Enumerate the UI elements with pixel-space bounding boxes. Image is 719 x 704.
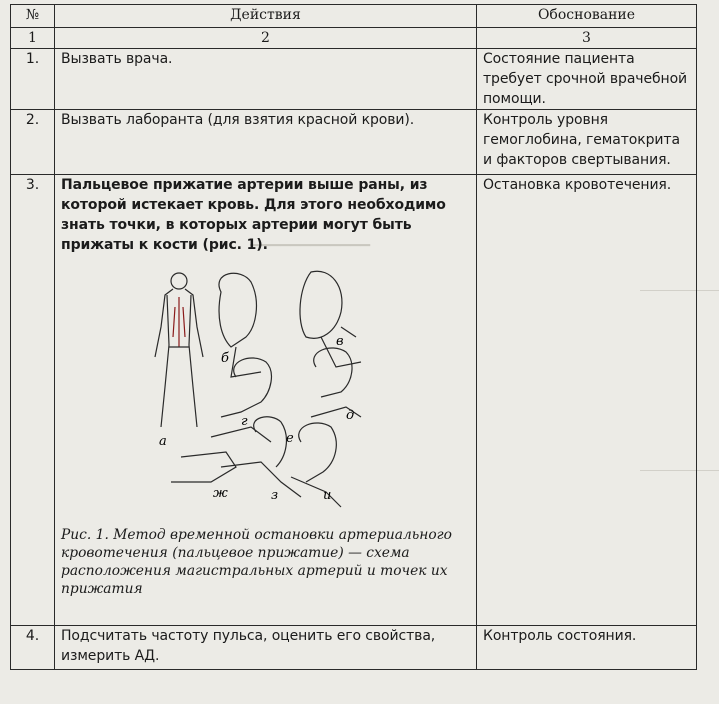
figure-caption: Рис. 1. Метод временной остановки артериального кровотечения (пальцевое прижатие) — схема расположения магистральных артерий и точек их прижатия xyxy=(61,527,452,597)
row-number: 1. xyxy=(11,49,55,110)
row-reason: Состояние пациента требует срочной врачебной помощи. xyxy=(477,49,697,110)
header-number: № xyxy=(11,5,55,28)
table-row xyxy=(11,626,697,670)
table-header-row xyxy=(11,5,697,28)
pressure-points-illustration xyxy=(61,267,471,522)
figure-panel-labels xyxy=(159,334,354,503)
panel-label-zh: ж xyxy=(213,486,228,501)
row-reason: Контроль уровня гемоглобина, гематокрита и факторов свертывания. xyxy=(477,110,697,175)
panel-label-a: а xyxy=(159,434,167,449)
column-number-row xyxy=(11,28,697,49)
row-reason: Контроль состояния. xyxy=(477,626,697,670)
table-row xyxy=(11,175,697,626)
header-reason: Обоснование xyxy=(477,5,697,28)
table-row xyxy=(11,110,697,175)
row-action: Вызвать врача. xyxy=(55,49,477,110)
panel-label-z: з xyxy=(271,488,279,503)
body-schematic-icon xyxy=(155,273,203,427)
table-row xyxy=(11,49,697,110)
panel-label-g: г xyxy=(241,414,248,429)
column-number-2: 2 xyxy=(55,28,477,49)
panel-label-i: и xyxy=(323,488,332,503)
column-number-3: 3 xyxy=(477,28,697,49)
actions-table xyxy=(10,4,697,670)
row-action: Вызвать лаборанта (для взятия красной крови). xyxy=(55,110,477,175)
pressure-points-figure xyxy=(61,267,471,522)
header-actions: Действия xyxy=(55,5,477,28)
bleed-text: ▁▁▁▁▁▁▁▁▁▁▁▁ xyxy=(250,232,370,247)
row-number: 3. xyxy=(11,175,55,626)
row-action: Подсчитать частоту пульса, оценить его свойства, измерить АД. xyxy=(55,626,477,670)
panel-label-d: д xyxy=(346,408,355,423)
row-number: 2. xyxy=(11,110,55,175)
panel-label-e: е xyxy=(286,431,294,446)
row-action: Пальцевое прижатие артерии выше раны, из которой истекает кровь. Для этого необходимо знать точки, в которых артерии могут быть прижаты к кости (рис. 1). xyxy=(61,177,446,253)
panel-label-v: в xyxy=(336,334,344,349)
column-number-1: 1 xyxy=(11,28,55,49)
panel-label-b: б xyxy=(221,351,229,366)
row-action-cell xyxy=(55,175,477,626)
row-reason: Остановка кровотечения. xyxy=(477,175,697,626)
row-number: 4. xyxy=(11,626,55,670)
